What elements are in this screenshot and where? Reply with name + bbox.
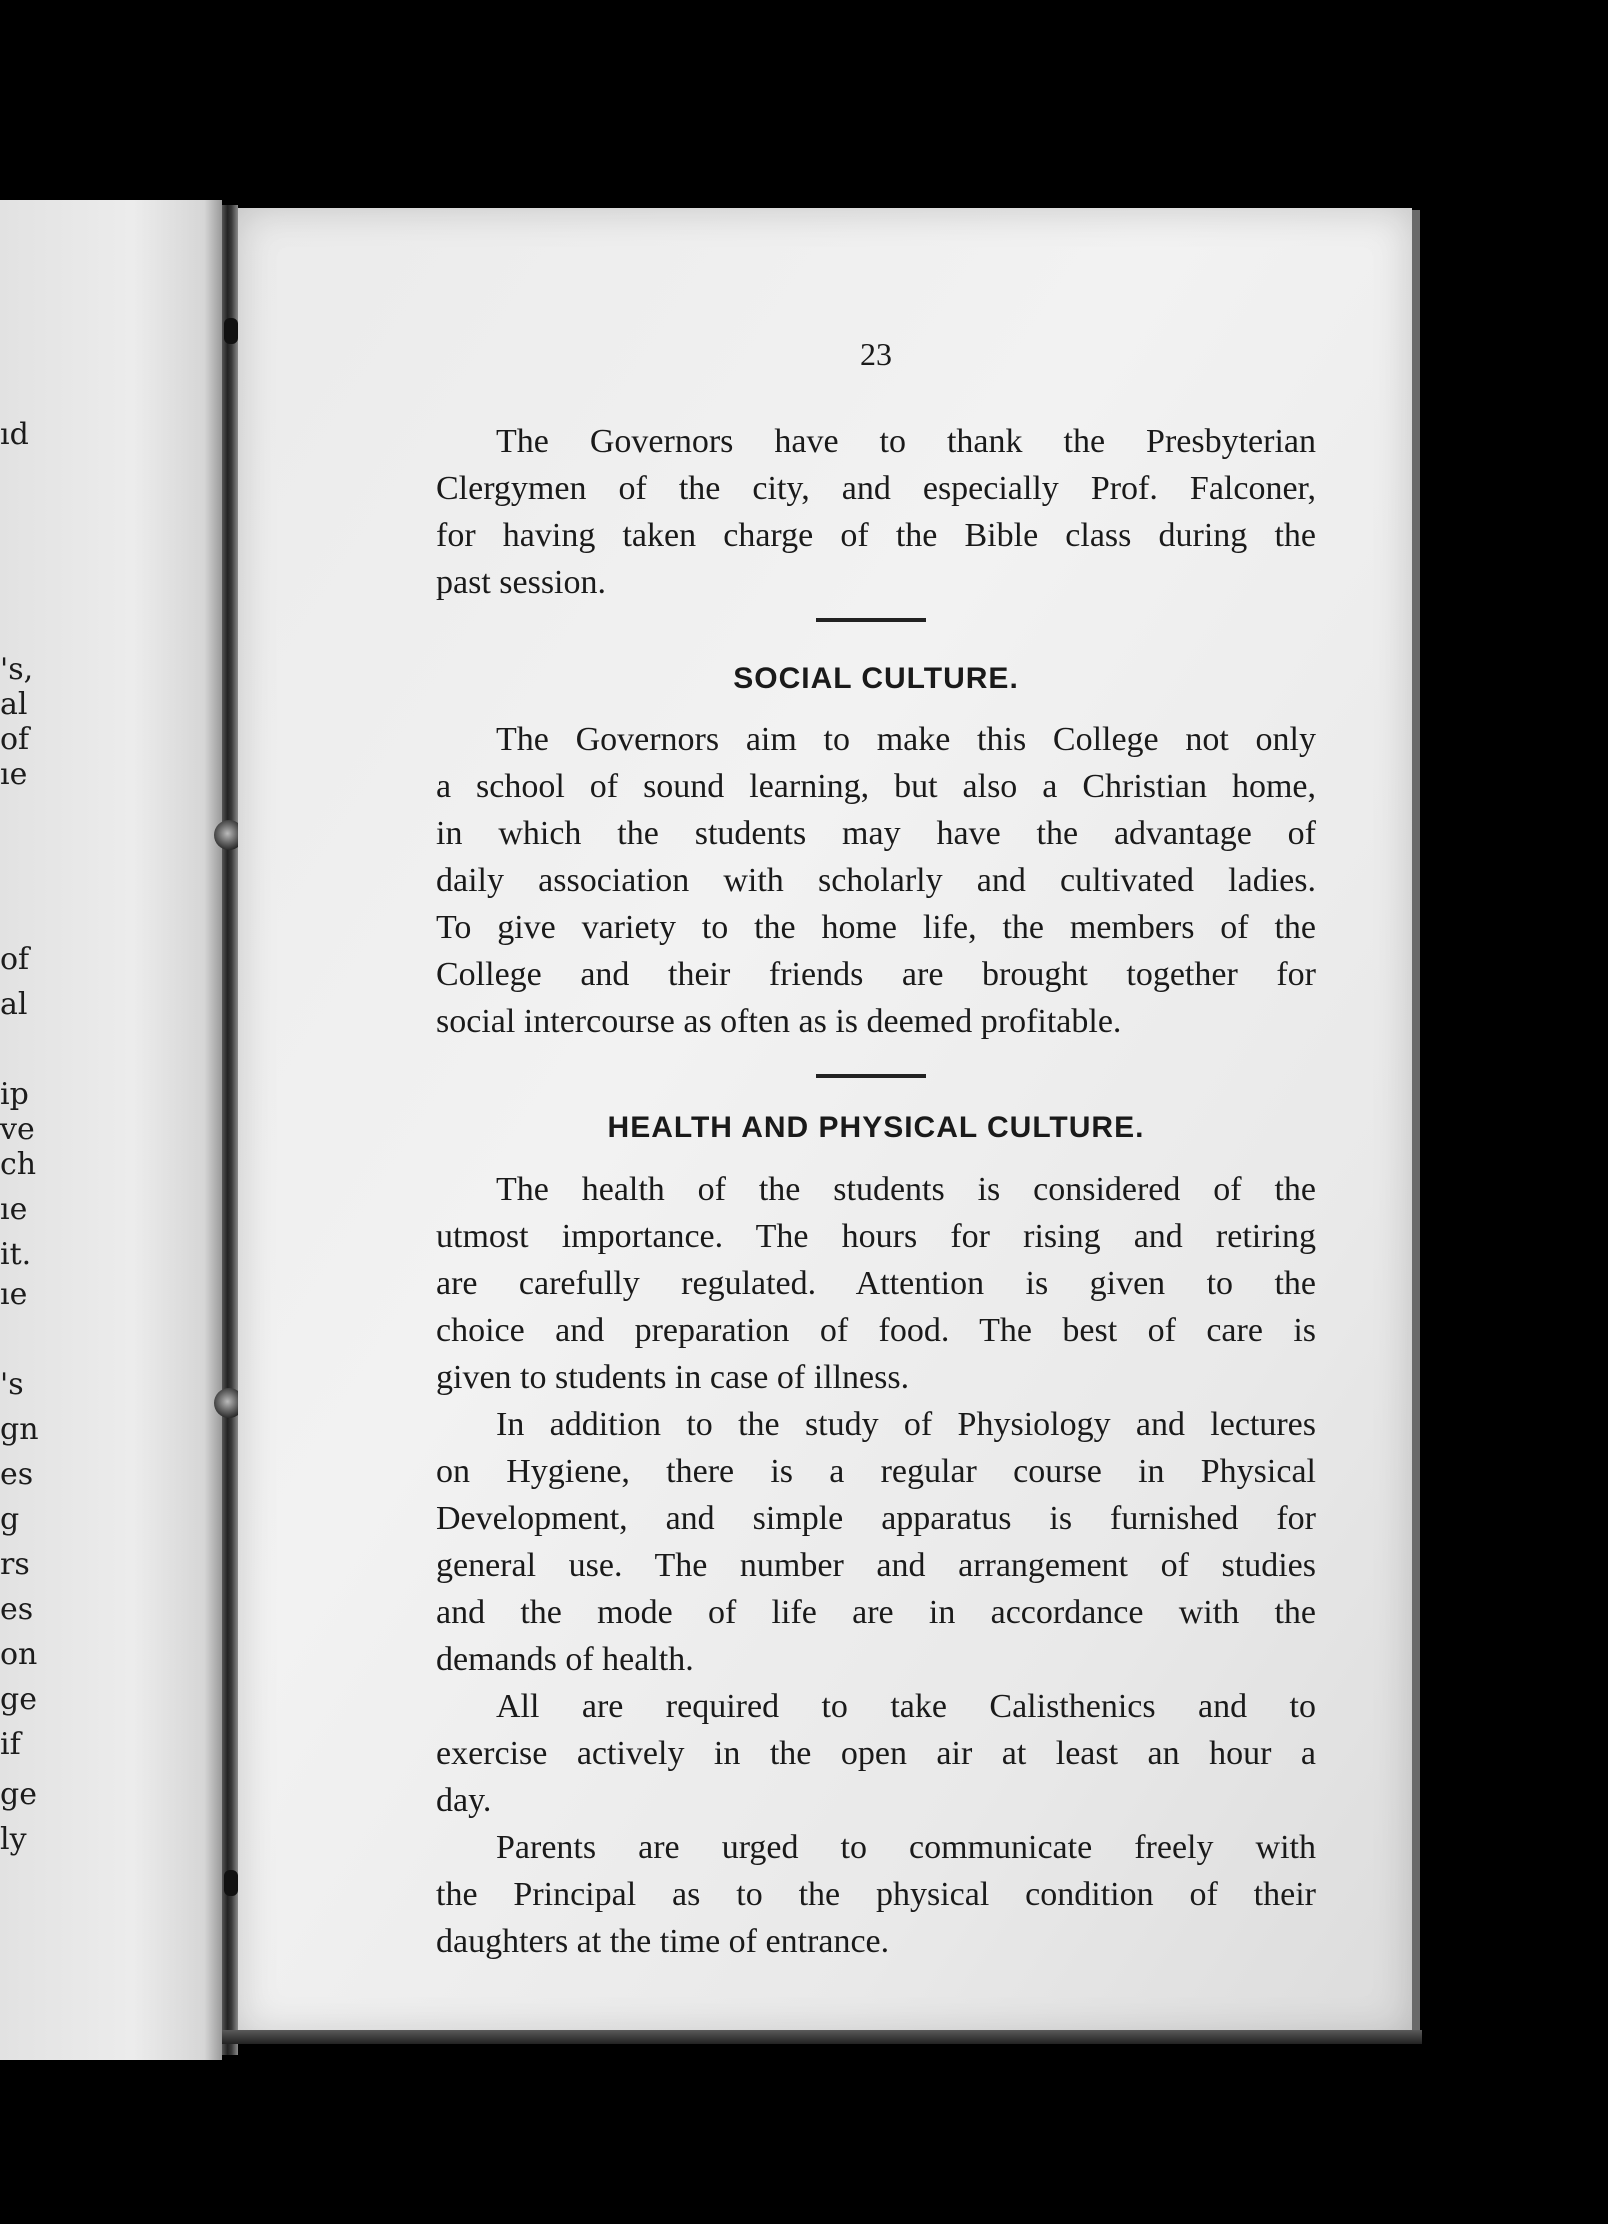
- section-divider: [816, 618, 926, 622]
- text-line: a school of sound learning, but also a Christian home,: [436, 768, 1316, 805]
- book-gutter: [222, 205, 238, 2055]
- text-line: on Hygiene, there is a regular course in Physical: [436, 1453, 1316, 1490]
- edge-word-fragment: ıe: [0, 757, 28, 792]
- binding-stitch: [224, 1870, 238, 1896]
- health-paragraph-4: [436, 1824, 1316, 1965]
- text-line: day.: [436, 1782, 492, 1819]
- social-culture-paragraph: [436, 716, 1316, 1045]
- edge-word-fragment: ıe: [0, 1277, 28, 1312]
- right-page: [238, 208, 1412, 2036]
- text-line: given to students in case of illness.: [436, 1359, 910, 1396]
- health-paragraph-2: [436, 1401, 1316, 1683]
- text-line: Development, and simple apparatus is furnished for: [436, 1500, 1316, 1537]
- edge-word-fragment: ip: [0, 1077, 29, 1112]
- text-line: Clergymen of the city, and especially Prof. Falconer,: [436, 470, 1316, 507]
- edge-word-fragment: al: [0, 687, 28, 722]
- edge-word-fragment: al: [0, 987, 28, 1022]
- text-line: All are required to take Calisthenics and to: [496, 1688, 1316, 1725]
- text-line: College and their friends are brought together for: [436, 956, 1316, 993]
- edge-word-fragment: gn: [0, 1412, 39, 1447]
- text-line: The Governors have to thank the Presbyterian: [496, 423, 1316, 460]
- text-line: and the mode of life are in accordance with the: [436, 1594, 1316, 1631]
- edge-word-fragment: ve: [0, 1112, 35, 1147]
- edge-word-fragment: ıe: [0, 1192, 28, 1227]
- section-divider: [816, 1074, 926, 1078]
- edge-word-fragment: ıd: [0, 417, 29, 452]
- edge-word-fragment: ge: [0, 1682, 37, 1717]
- edge-word-fragment: rs: [0, 1547, 30, 1582]
- edge-word-fragment: 's: [0, 1367, 24, 1402]
- text-line: In addition to the study of Physiology and lectures: [496, 1406, 1316, 1443]
- edge-word-fragment: if: [0, 1727, 21, 1762]
- edge-word-fragment: on: [0, 1637, 38, 1672]
- edge-word-fragment: g: [0, 1502, 20, 1537]
- text-line: exercise actively in the open air at least an hour a: [436, 1735, 1316, 1772]
- text-line: demands of health.: [436, 1641, 694, 1678]
- page-number: 23: [860, 336, 892, 372]
- health-paragraph-1: [436, 1166, 1316, 1401]
- edge-word-fragment: ge: [0, 1777, 37, 1812]
- edge-word-fragment: es: [0, 1592, 34, 1627]
- text-line: The health of the students is considered of the: [496, 1171, 1316, 1208]
- text-line: To give variety to the home life, the members of the: [436, 909, 1316, 946]
- text-line: daughters at the time of entrance.: [436, 1923, 890, 1960]
- edge-word-fragment: of: [0, 942, 30, 977]
- text-line: in which the students may have the advantage of: [436, 815, 1316, 852]
- text-line: utmost importance. The hours for rising and retiring: [436, 1218, 1316, 1255]
- text-line: for having taken charge of the Bible class during the: [436, 517, 1316, 554]
- text-line: choice and preparation of food. The best of care is: [436, 1312, 1316, 1349]
- edge-word-fragment: es: [0, 1457, 34, 1492]
- edge-word-fragment: ch: [0, 1147, 37, 1182]
- health-paragraph-3: [436, 1683, 1316, 1824]
- binding-stitch: [224, 318, 238, 344]
- text-line: social intercourse as often as is deemed profitable.: [436, 1003, 1122, 1040]
- edge-word-fragment: 's,: [0, 652, 34, 687]
- edge-word-fragment: it.: [0, 1237, 32, 1272]
- intro-paragraph: [436, 418, 1316, 606]
- text-line: Parents are urged to communicate freely with: [496, 1829, 1316, 1866]
- edge-word-fragment: ly: [0, 1822, 27, 1857]
- section-heading-social-culture: SOCIAL CULTURE.: [733, 662, 1019, 695]
- text-line: the Principal as to the physical condition of their: [436, 1876, 1316, 1913]
- edge-word-fragment: of: [0, 722, 30, 757]
- left-facing-page: [0, 200, 222, 2060]
- text-line: daily association with scholarly and cultivated ladies.: [436, 862, 1316, 899]
- text-line: The Governors aim to make this College not only: [496, 721, 1316, 758]
- page-bottom-shadow: [222, 2030, 1422, 2044]
- text-line: general use. The number and arrangement of studies: [436, 1547, 1316, 1584]
- section-heading-health: HEALTH AND PHYSICAL CULTURE.: [607, 1111, 1145, 1144]
- text-line: are carefully regulated. Attention is given to the: [436, 1265, 1316, 1302]
- left-page-edge-text: [0, 200, 39, 2060]
- page-edge-shadow: [1412, 210, 1420, 2040]
- text-line: past session.: [436, 564, 606, 601]
